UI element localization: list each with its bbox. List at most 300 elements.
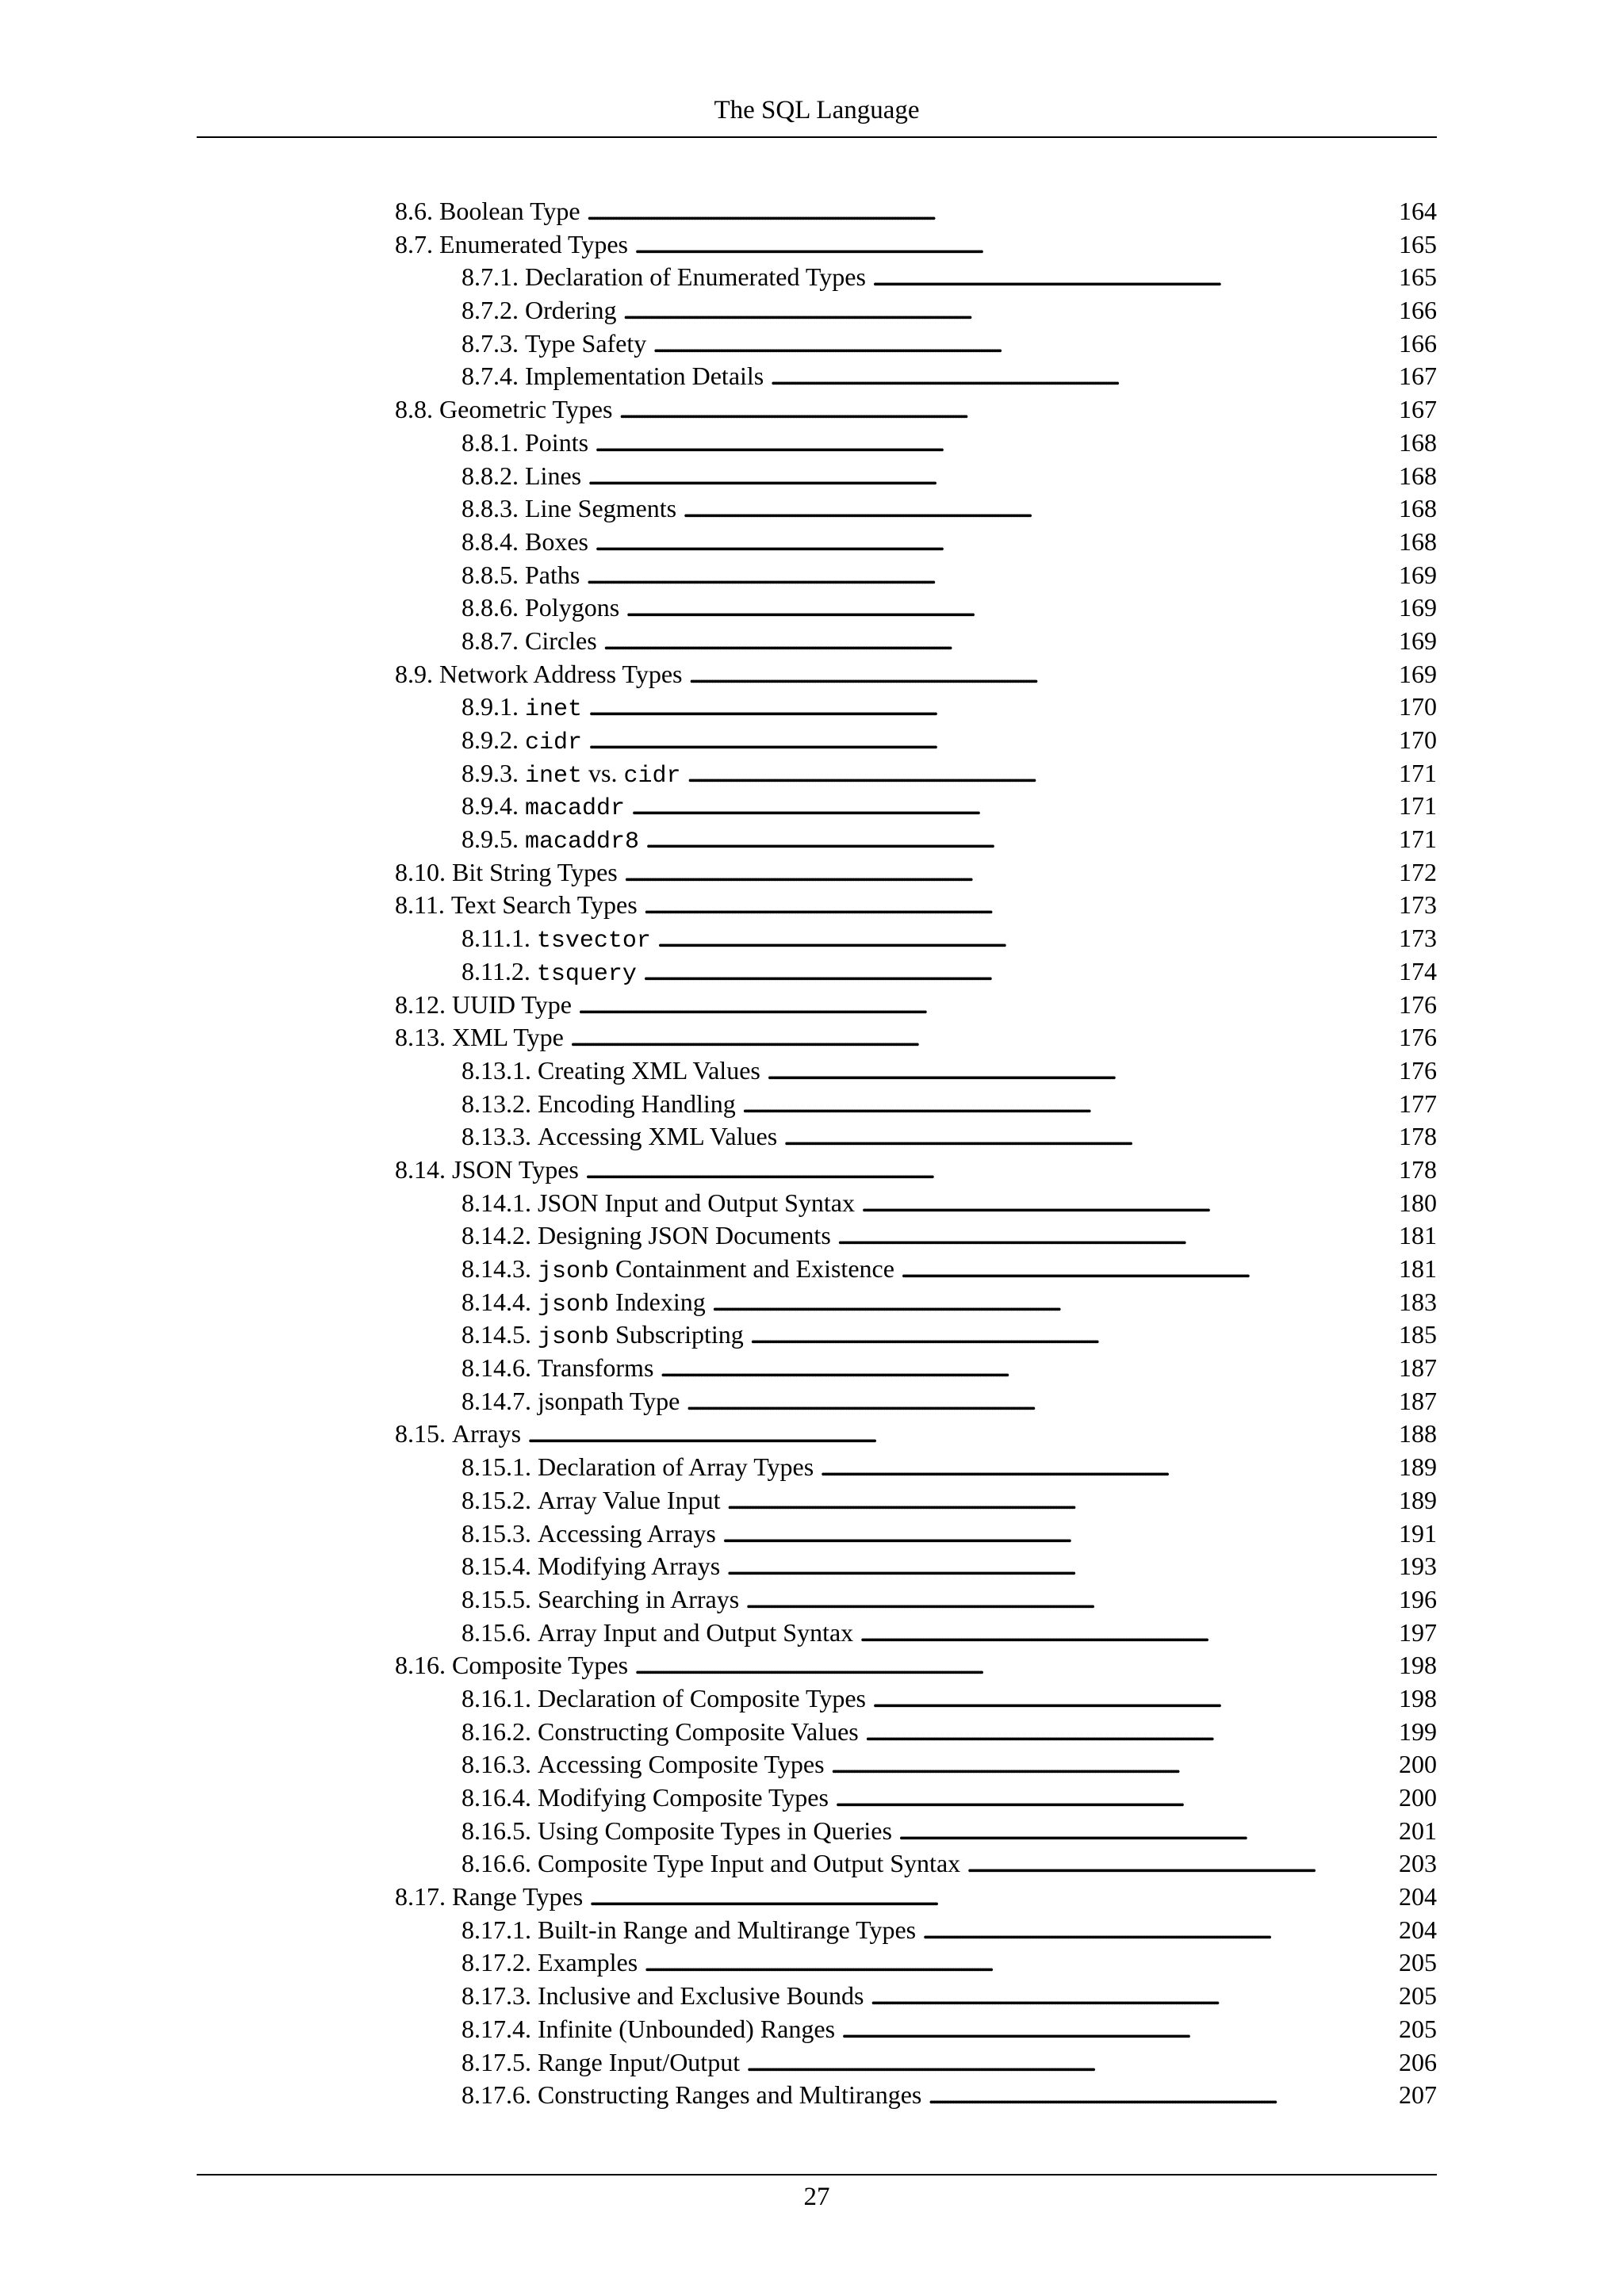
toc-entry[interactable] [395, 922, 1437, 955]
toc-entry[interactable] [395, 360, 1437, 393]
toc-entry-number: 8.17.3. [462, 1981, 531, 2011]
toc-entry[interactable] [395, 1847, 1437, 1881]
toc-entry-page: 176 [1399, 989, 1437, 1019]
toc-entry[interactable] [395, 1914, 1437, 1947]
toc-entry-title-text: Implementation Details [525, 362, 764, 391]
toc-entry-title [538, 1451, 814, 1484]
toc-entry[interactable] [395, 691, 1437, 724]
toc-entry-number: 8.16.1. [462, 1683, 531, 1712]
toc-dot-leader [770, 360, 1388, 393]
toc-entry-number: 8.16. [395, 1651, 446, 1680]
toc-entry-page: 181 [1399, 1254, 1437, 1283]
toc-entry-title [525, 591, 619, 625]
toc-dot-leader [688, 658, 1388, 691]
toc-entry-page: 165 [1399, 229, 1437, 258]
toc-entry-title-text: Geometric Types [439, 395, 613, 424]
toc-dot-leader [841, 2013, 1388, 2046]
toc-entry-title [452, 1881, 583, 1914]
toc-dot-leader [624, 856, 1388, 890]
toc-entry-title [538, 1318, 744, 1355]
toc-entry[interactable] [395, 1352, 1437, 1385]
toc-dot-leader [603, 625, 1388, 658]
toc-entry-title [525, 327, 646, 361]
toc-entry-number: 8.15.1. [462, 1452, 531, 1482]
toc-entry-page: 178 [1399, 1154, 1437, 1184]
toc-dot-leader [746, 2046, 1388, 2080]
toc-entry-title [452, 1418, 521, 1451]
toc-dot-leader [645, 823, 1388, 856]
toc-entry-title-text: JSON Types [452, 1154, 579, 1184]
toc-entry-page: 166 [1399, 296, 1437, 325]
toc-entry-title [452, 989, 572, 1022]
toc-entry-number: 8.11. [395, 890, 445, 920]
toc-dot-leader [595, 526, 1388, 559]
toc-entry-page: 168 [1399, 526, 1437, 556]
toc-entry-title [439, 658, 682, 691]
toc-entry-title [537, 922, 651, 959]
toc-entry-page: 193 [1399, 1552, 1437, 1581]
toc-entry[interactable] [395, 228, 1437, 262]
toc-entry[interactable] [395, 1418, 1437, 1451]
toc-entry-title-text: Boolean Type [439, 197, 580, 225]
toc-entry-page: 207 [1399, 2080, 1437, 2110]
toc-entry-title-text: Using Composite Types in Queries [538, 1816, 892, 1845]
toc-entry-number: 8.16.6. [462, 1849, 531, 1878]
toc-entry-page: 171 [1399, 758, 1437, 787]
toc-entry-title [538, 1781, 829, 1815]
toc-entry-title-text: Encoding Handling [538, 1089, 736, 1118]
toc-entry-page: 206 [1399, 2047, 1437, 2076]
toc-entry[interactable] [395, 856, 1437, 890]
toc-entry[interactable] [395, 1649, 1437, 1682]
toc-entry-number: 8.9.3. [462, 758, 519, 787]
toc-entry-title [525, 360, 764, 393]
toc-entry-code-term: inet [525, 762, 583, 790]
toc-entry[interactable] [395, 790, 1437, 823]
toc-entry[interactable] [395, 1318, 1437, 1352]
toc-entry[interactable] [395, 460, 1437, 493]
toc-entry-number: 8.14. [395, 1154, 446, 1184]
toc-entry-title [525, 559, 580, 592]
toc-entry-title [452, 1649, 628, 1682]
toc-entry-title [538, 1385, 680, 1418]
toc-dot-leader [860, 1617, 1388, 1650]
toc-entry[interactable] [395, 1088, 1437, 1121]
toc-entry-title-text: Designing JSON Documents [538, 1221, 831, 1250]
toc-entry-page: 172 [1399, 857, 1437, 886]
toc-entry[interactable] [395, 658, 1437, 691]
toc-dot-leader [634, 228, 1388, 262]
toc-entry-code-term: tsquery [536, 960, 637, 988]
toc-dot-leader [631, 790, 1388, 823]
toc-entry-title [525, 625, 597, 658]
toc-entry-title [538, 2046, 740, 2080]
toc-entry[interactable] [395, 1021, 1437, 1054]
toc-entry-number: 8.14.6. [462, 1353, 531, 1383]
toc-entry[interactable] [395, 591, 1437, 625]
toc-entry-title-text: vs. [582, 758, 624, 787]
toc-dot-leader [872, 261, 1388, 294]
toc-dot-leader [686, 1385, 1388, 1418]
toc-entry-title [525, 757, 680, 794]
toc-entry-number: 8.8.3. [462, 494, 519, 523]
toc-entry-page: 187 [1399, 1386, 1437, 1415]
toc-entry-title [525, 427, 588, 460]
toc-dot-leader [837, 1219, 1388, 1253]
toc-entry-title [538, 1484, 720, 1517]
toc-entry-number: 8.14.2. [462, 1221, 531, 1250]
toc-dot-leader [588, 724, 1388, 757]
toc-entry-page: 173 [1399, 890, 1437, 920]
toc-entry-page: 178 [1399, 1122, 1437, 1151]
toc-entry[interactable] [395, 393, 1437, 427]
toc-entry-number: 8.15. [395, 1419, 446, 1448]
toc-entry-number: 8.12. [395, 989, 446, 1019]
toc-entry[interactable] [395, 724, 1437, 757]
toc-dot-leader [872, 1682, 1388, 1716]
toc-entry-title [538, 1815, 892, 1848]
toc-entry[interactable] [395, 1253, 1437, 1286]
toc-entry-number: 8.14.5. [462, 1320, 531, 1349]
toc-entry-title-text: Points [525, 427, 589, 457]
toc-entry-title [538, 1352, 653, 1385]
toc-entry-code-term: tsvector [536, 928, 651, 955]
toc-entry-title-text: jsonpath Type [538, 1386, 680, 1415]
toc-dot-leader [619, 393, 1388, 427]
toc-entry-page: 168 [1399, 461, 1437, 490]
running-header: The SQL Language [714, 96, 920, 124]
toc-entry-page: 165 [1399, 262, 1437, 292]
toc-entry-title [538, 1946, 638, 1980]
toc-entry-title-text: Modifying Composite Types [538, 1783, 829, 1812]
toc-entry-title [452, 856, 618, 890]
toc-entry-page: 203 [1399, 1849, 1437, 1878]
toc-entry-title [525, 823, 639, 859]
toc-entry[interactable] [395, 1054, 1437, 1088]
toc-dot-leader [922, 1914, 1388, 1947]
toc-entry-title [538, 1219, 831, 1253]
toc-entry-page: 198 [1399, 1683, 1437, 1712]
toc-entry[interactable] [395, 1946, 1437, 1980]
toc-entry-title-text: Creating XML Values [538, 1055, 760, 1085]
toc-entry-page: 189 [1399, 1452, 1437, 1482]
toc-entry-code-term: jsonb [538, 1291, 610, 1318]
toc-dot-leader [586, 559, 1388, 592]
toc-entry-title-text: Polygons [525, 593, 620, 622]
toc-dot-leader [644, 1946, 1388, 1980]
toc-dot-leader [653, 327, 1388, 361]
toc-entry[interactable] [395, 2013, 1437, 2046]
toc-dot-leader [745, 1583, 1388, 1617]
toc-entry-title-text: Inclusive and Exclusive Bounds [538, 1981, 864, 2011]
toc-entry-page: 169 [1399, 593, 1437, 622]
toc-dot-leader [588, 460, 1388, 493]
toc-entry-title [538, 1120, 777, 1154]
toc-entry-code-term: cidr [525, 729, 583, 756]
toc-entry-page: 197 [1399, 1617, 1437, 1647]
toc-entry-title [538, 1550, 720, 1583]
toc-entry-title [538, 1253, 894, 1289]
toc-entry-page: 171 [1399, 791, 1437, 821]
toc-dot-leader [861, 1187, 1388, 1220]
toc-entry-page: 183 [1399, 1287, 1437, 1316]
toc-entry[interactable] [395, 1716, 1437, 1749]
toc-dot-leader [683, 492, 1388, 526]
toc-dot-leader [767, 1054, 1388, 1088]
toc-dot-leader [634, 1649, 1388, 1682]
toc-entry-title [525, 261, 866, 294]
toc-entry-page: 187 [1399, 1353, 1437, 1383]
toc-entry-page: 189 [1399, 1485, 1437, 1514]
toc-entry-number: 8.8.5. [462, 560, 519, 589]
toc-entry-title-text: Declaration of Composite Types [538, 1683, 866, 1712]
toc-entry-page: 174 [1399, 956, 1437, 985]
toc-entry[interactable] [395, 823, 1437, 856]
toc-entry-title-text: Range Input/Output [538, 2047, 741, 2076]
toc-entry-number: 8.7.4. [462, 362, 519, 391]
toc-entry-title [538, 1617, 853, 1650]
toc-entry-title-text: Array Input and Output Syntax [538, 1617, 854, 1647]
toc-entry-page: 185 [1399, 1320, 1437, 1349]
footer-rule [197, 2174, 1437, 2175]
toc-entry[interactable] [395, 2079, 1437, 2112]
toc-entry-title-text: Transforms [538, 1353, 654, 1383]
toc-dot-leader [820, 1451, 1388, 1484]
toc-entry-number: 8.10. [395, 857, 446, 886]
toc-entry-code-term: macaddr8 [525, 828, 640, 856]
toc-entry-number: 8.17.1. [462, 1915, 531, 1944]
toc-entry-title [538, 1914, 916, 1947]
toc-entry-number: 8.13.1. [462, 1055, 531, 1085]
toc-entry[interactable] [395, 1815, 1437, 1848]
toc-entry[interactable] [395, 327, 1437, 361]
toc-entry-title-text: Enumerated Types [439, 229, 628, 258]
toc-entry[interactable] [395, 1154, 1437, 1187]
toc-entry-number: 8.9.5. [462, 825, 519, 854]
toc-entry-number: 8.15.2. [462, 1485, 531, 1514]
toc-entry-title-text: Composite Types [452, 1651, 629, 1680]
toc-entry[interactable] [395, 1748, 1437, 1781]
toc-entry-title-text: Constructing Ranges and Multiranges [538, 2080, 922, 2110]
toc-entry[interactable] [395, 989, 1437, 1022]
toc-entry-title [538, 1286, 706, 1322]
toc-entry-number: 8.14.4. [462, 1287, 531, 1316]
toc-entry-code-term: jsonb [538, 1324, 610, 1352]
toc-entry[interactable] [395, 1617, 1437, 1650]
toc-entry-title [439, 393, 612, 427]
toc-entry-title [538, 1583, 739, 1617]
toc-dot-leader [585, 1154, 1388, 1187]
toc-entry-title-text: Modifying Arrays [538, 1552, 721, 1581]
toc-entry-number: 8.11.2. [462, 956, 530, 985]
toc-entry[interactable] [395, 2046, 1437, 2080]
toc-entry-title [452, 1021, 564, 1054]
toc-entry[interactable] [395, 757, 1437, 790]
toc-entry-page: 176 [1399, 1023, 1437, 1052]
toc-entry-number: 8.9. [395, 659, 433, 688]
toc-entry[interactable] [395, 955, 1437, 989]
toc-entry-number: 8.16.2. [462, 1716, 531, 1746]
toc-entry-title [439, 228, 628, 262]
toc-entry[interactable] [395, 1550, 1437, 1583]
toc-entry-code-term: macaddr [525, 795, 626, 823]
toc-dot-leader [589, 1881, 1388, 1914]
toc-entry-number: 8.14.1. [462, 1188, 531, 1217]
toc-entry-page: 166 [1399, 328, 1437, 358]
toc-entry-title-text: Indexing [609, 1287, 706, 1316]
toc-dot-leader [623, 294, 1388, 327]
toc-dot-leader [722, 1517, 1388, 1551]
toc-dot-leader [831, 1748, 1388, 1781]
toc-entry-number: 8.9.1. [462, 692, 519, 721]
toc-entry-title [538, 1682, 866, 1716]
toc-entry[interactable] [395, 1484, 1437, 1517]
toc-entry-number: 8.15.3. [462, 1518, 531, 1548]
toc-entry[interactable] [395, 492, 1437, 526]
toc-entry-page: 200 [1399, 1750, 1437, 1779]
toc-entry-title-text: Text Search Types [450, 890, 638, 920]
toc-entry-title-text: Type Safety [525, 328, 647, 358]
toc-entry-number: 8.11.1. [462, 924, 530, 953]
toc-dot-leader [587, 195, 1388, 228]
toc-entry-page: 177 [1399, 1089, 1437, 1118]
toc-entry-title [538, 1980, 864, 2013]
toc-entry-title [451, 889, 638, 922]
toc-dot-leader [687, 757, 1388, 790]
toc-dot-leader [643, 955, 1388, 989]
toc-entry-number: 8.17.6. [462, 2080, 531, 2110]
toc-entry-title-text: Containment and Existence [609, 1254, 894, 1283]
toc-entry-number: 8.7.1. [462, 262, 519, 292]
toc-entry-title [525, 790, 625, 826]
toc-dot-leader [835, 1781, 1388, 1815]
toc-entry-number: 8.8.6. [462, 593, 519, 622]
toc-entry[interactable] [395, 1219, 1437, 1253]
toc-entry-page: 170 [1399, 692, 1437, 721]
toc-entry[interactable] [395, 526, 1437, 559]
toc-entry[interactable] [395, 1187, 1437, 1220]
toc-entry-title [538, 1748, 825, 1781]
toc-entry-page: 180 [1399, 1188, 1437, 1217]
toc-dot-leader [588, 691, 1388, 724]
toc-entry-page: 205 [1399, 1981, 1437, 2011]
toc-entry[interactable] [395, 1517, 1437, 1551]
toc-entry-number: 8.6. [395, 197, 433, 225]
toc-dot-leader [595, 427, 1388, 460]
toc-entry-number: 8.17.2. [462, 1948, 531, 1977]
toc-entry-page: 168 [1399, 494, 1437, 523]
toc-entry[interactable] [395, 1286, 1437, 1319]
toc-entry-page: 201 [1399, 1816, 1437, 1845]
toc-entry-title [439, 195, 580, 228]
toc-entry-page: 169 [1399, 659, 1437, 688]
toc-entry-title-text: Arrays [452, 1419, 522, 1448]
toc-entry-number: 8.13. [395, 1023, 446, 1052]
toc-entry[interactable] [395, 1980, 1437, 2013]
toc-entry-number: 8.8.1. [462, 427, 519, 457]
toc-entry-number: 8.8. [395, 395, 433, 424]
toc-dot-leader [726, 1484, 1388, 1517]
toc-entry-title-text: Declaration of Enumerated Types [525, 262, 866, 292]
toc-entry-page: 205 [1399, 1948, 1437, 1977]
toc-entry-title [538, 2013, 835, 2046]
toc-entry-title-text: Range Types [452, 1882, 584, 1911]
toc-entry-title [525, 460, 581, 493]
toc-entry-page: 200 [1399, 1783, 1437, 1812]
toc-entry-number: 8.7. [395, 229, 433, 258]
toc-entry-page: 176 [1399, 1055, 1437, 1085]
toc-entry-page: 168 [1399, 427, 1437, 457]
toc-entry-code-term: jsonb [538, 1258, 610, 1285]
toc-entry-number: 8.9.4. [462, 791, 519, 821]
toc-entry[interactable] [395, 1451, 1437, 1484]
toc-entry-number: 8.14.7. [462, 1386, 531, 1415]
toc-entry-title-text: JSON Input and Output Syntax [538, 1188, 855, 1217]
toc-entry[interactable] [395, 1881, 1437, 1914]
toc-entry[interactable] [395, 294, 1437, 327]
toc-entry-title-text: Composite Type Input and Output Syntax [538, 1849, 961, 1878]
toc-entry[interactable] [395, 427, 1437, 460]
toc-entry-number: 8.13.2. [462, 1089, 531, 1118]
toc-entry-number: 8.8.2. [462, 461, 519, 490]
toc-entry[interactable] [395, 889, 1437, 922]
toc-entry[interactable] [395, 1781, 1437, 1815]
toc-entry-number: 8.8.4. [462, 526, 519, 556]
toc-entry[interactable] [395, 1682, 1437, 1716]
toc-dot-leader [712, 1286, 1388, 1319]
toc-dot-leader [870, 1980, 1388, 2013]
toc-entry[interactable] [395, 1583, 1437, 1617]
toc-entry[interactable] [395, 1120, 1437, 1154]
toc-entry-title-text: Infinite (Unbounded) Ranges [538, 2014, 836, 2043]
toc-entry-title [452, 1154, 579, 1187]
toc-entry-title [538, 1716, 859, 1749]
toc-dot-leader [865, 1716, 1388, 1749]
toc-entry-title-text: XML Type [452, 1023, 564, 1052]
toc-entry-title-text: Paths [525, 560, 580, 589]
toc-entry[interactable] [395, 195, 1437, 228]
toc-entry-page: 204 [1399, 1915, 1437, 1944]
toc-entry-title-text: Accessing Arrays [538, 1518, 716, 1548]
toc-entry-title-text: Declaration of Array Types [538, 1452, 814, 1482]
toc-entry[interactable] [395, 625, 1437, 658]
toc-entry-title [525, 492, 676, 526]
toc-entry[interactable] [395, 559, 1437, 592]
toc-dot-leader [626, 591, 1388, 625]
toc-dot-leader [657, 922, 1388, 955]
toc-entry-title-text: Line Segments [525, 494, 677, 523]
toc-entry-number: 8.8.7. [462, 626, 519, 655]
toc-entry[interactable] [395, 1385, 1437, 1418]
toc-entry-title [525, 526, 588, 559]
toc-entry-number: 8.7.3. [462, 328, 519, 358]
toc-entry-title [525, 294, 617, 327]
toc-entry-number: 8.16.3. [462, 1750, 531, 1779]
toc-entry[interactable] [395, 261, 1437, 294]
toc-entry-title-text: Array Value Input [538, 1485, 721, 1514]
toc-entry-title-text: Accessing Composite Types [538, 1750, 825, 1779]
toc-entry-title [538, 1054, 760, 1088]
toc-entry-page: 191 [1399, 1518, 1437, 1548]
toc-entry-title-text: Subscripting [609, 1320, 744, 1349]
toc-dot-leader [898, 1815, 1388, 1848]
toc-entry-title [538, 1847, 960, 1881]
toc-entry-number: 8.17. [395, 1882, 446, 1911]
toc-entry-page: 169 [1399, 560, 1437, 589]
toc-entry-title-text: Ordering [525, 296, 617, 325]
toc-dot-leader [578, 989, 1388, 1022]
toc-entry-number: 8.17.4. [462, 2014, 531, 2043]
